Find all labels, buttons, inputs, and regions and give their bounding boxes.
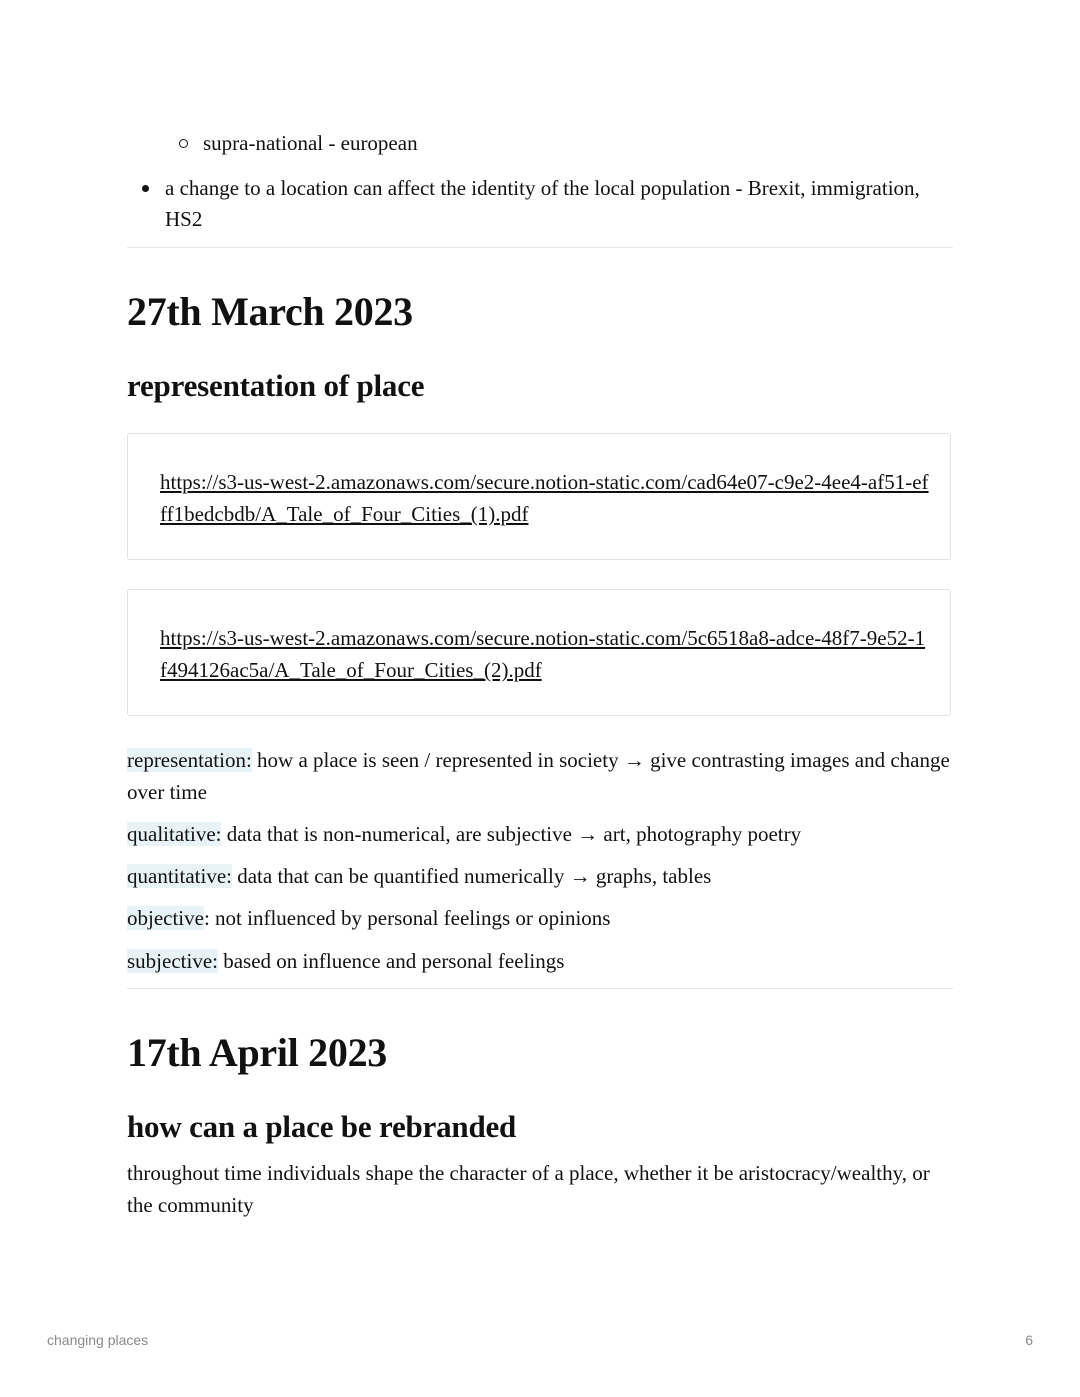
definition-text: based on influence and personal feelings [217, 949, 565, 973]
file-attachment[interactable] [127, 433, 951, 560]
definition-objective [127, 902, 953, 934]
definition-term: objective [127, 906, 204, 930]
file-attachment[interactable] [127, 589, 951, 716]
definition-text: how a place is seen / represented in society → give contrasting images and change over time [127, 748, 950, 804]
list-item: supra-national - european [179, 128, 418, 158]
page-number: 6 [1025, 1332, 1033, 1348]
definition-qualitative [127, 818, 953, 850]
file-link[interactable]: https://s3-us-west-2.amazonaws.com/secure.notion-static.com/cad64e07-c9e2-4ee4-af51-efff1bedcbdb/A_Tale_of_Four_Cities_(1).pdf [160, 470, 929, 526]
definition-quantitative [127, 860, 953, 892]
definition-term: subjective: [127, 949, 218, 973]
definition-representation [127, 744, 953, 808]
definition-text: data that is non-numerical, are subjective → art, photography poetry [221, 822, 802, 846]
definition-term: quantitative: [127, 864, 232, 888]
definition-term: qualitative: [127, 822, 222, 846]
list-item: a change to a location can affect the identity of the local population - Brexit, immigration, HS2 [127, 173, 953, 235]
nested-bullet-list [179, 128, 418, 158]
definition-text: data that can be quantified numerically → graphs, tables [231, 864, 712, 888]
footer-title: changing places [47, 1332, 149, 1348]
divider [127, 247, 953, 248]
definition-term: representation: [127, 748, 252, 772]
definition-text: : not influenced by personal feelings or opinions [203, 906, 611, 930]
date-heading-march: 27th March 2023 [127, 289, 413, 334]
section-heading-rebranded: how can a place be rebranded [127, 1109, 517, 1144]
section-heading-representation: representation of place [127, 368, 425, 403]
paragraph: throughout time individuals shape the character of a place, whether it be aristocracy/wealthy, or the community [127, 1161, 930, 1217]
file-link[interactable]: https://s3-us-west-2.amazonaws.com/secure.notion-static.com/5c6518a8-adce-48f7-9e52-1f494126ac5a/A_Tale_of_Four_Cities_(2).pdf [160, 626, 926, 682]
definition-subjective [127, 945, 953, 977]
divider [127, 988, 953, 989]
bullet-list [127, 173, 953, 235]
date-heading-april: 17th April 2023 [127, 1030, 387, 1075]
